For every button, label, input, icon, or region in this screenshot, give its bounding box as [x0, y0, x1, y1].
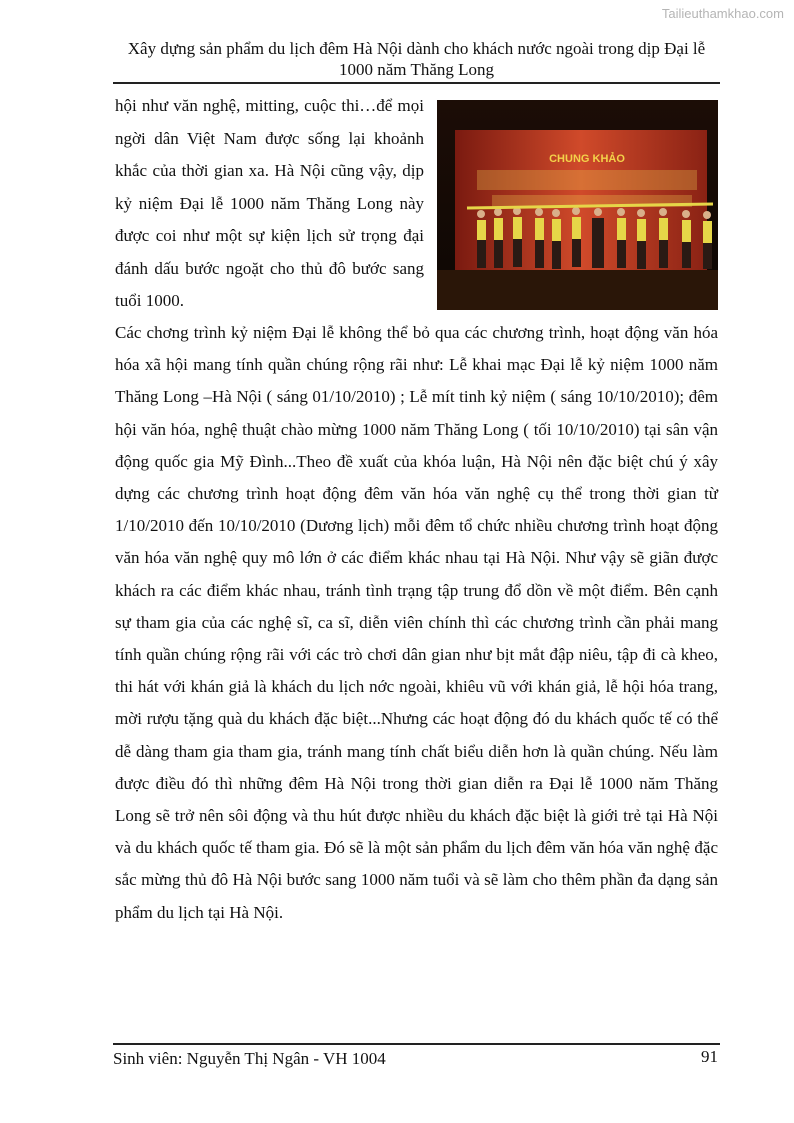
stage-photo [437, 100, 718, 310]
page-number: 91 [701, 1047, 718, 1066]
stage-photo-image [437, 100, 718, 310]
body-text: Các chơng trình kỷ niệm Đại lễ không thể bỏ qua các chương trình, hoạt động văn hóa hóa xã hội mang tính quần chúng rộng rãi như: Lễ khai mạc Đại lễ kỷ niệm 1000 năm Thăng Long –Hà Nội ( sáng 01/10/2010) ; Lễ mít tinh kỷ niệm ( sáng 10/10/2010); đêm hội văn hóa, nghệ thuật chào mừng 1000 năm Thăng Long ( tối 10/10/2010) tại sân vận động quốc gia Mỹ Đình...Theo đề xuất của khóa luận, Hà Nội nên đặc biệt chú ý xây dựng các chương trình hoạt động đêm văn hóa văn nghệ cụ thể trong thời gian từ 1/10/2010 đến 10/10/2010 (Dương lịch) mỗi đêm tổ chức nhiều chương trình hoạt động văn hóa văn nghệ quy mô lớn ở các điểm khác nhau tại Hà Nội. Như vậy sẽ giãn được khách ra các điểm khác nhau, tránh tình trạng tập trung đổ dồn về một điểm. Bên cạnh sự tham gia của các nghệ sĩ, ca sĩ, diễn viên chính thì các chương trình cần phải mang tính quần chúng rộng rãi với các trò chơi dân gian như bịt mắt đập niêu, tập đi cà kheo, thi hát với khán giả là khách du lịch nớc ngoài, khiêu vũ với khán giả, lễ hội hóa trang, mời rượu tặng quà du khách đặc biệt...Nhưng các hoạt động đó du khách quốc tế có thể dễ dàng tham gia tham gia, tránh mang tính chất biểu diễn hơn là quần chúng. Nếu làm được điều đó thì những đêm Hà Nội trong thời gian diễn ra Đại lễ 1000 năm Thăng Long sẽ trở nên sôi động và thu hút được nhiều du khách đặc biệt là giới trẻ tại Hà Nội và du khách quốc tế tham gia. Đó sẽ là một sản phẩm du lịch đêm văn hóa văn nghệ đặc sắc mừng thủ đô Hà Nội bước sang 1000 năm tuổi và sẽ làm cho thêm phần đa dạng sản phẩm du lịch tại Hà Nội. [115, 323, 718, 922]
body-text-wrapped: hội như văn nghệ, mitting, cuộc thi…để mọi ngời dân Việt Nam được sống lại khoảnh khắc của thời gian xa. Hà Nội cũng vậy, dịp kỷ niệm Đại lễ 1000 năm Thăng Long này được coi như một sự kiện lịch sử trọng đại đánh dấu bước ngoặt cho thủ đô bước sang tuổi 1000. [115, 96, 424, 310]
watermark: Tailieuthamkhao.com [661, 6, 784, 21]
header-title: Xây dựng sản phẩm du lịch đêm Hà Nội dành cho khách nước ngoài trong dịp Đại lễ 1000 năm Thăng Long [127, 39, 706, 79]
footer-student: Sinh viên: Nguyễn Thị Ngân - VH 1004 [113, 1049, 386, 1068]
page-footer [113, 1043, 720, 1070]
stage-floor [437, 270, 718, 310]
page-header [113, 38, 720, 84]
banner-text: CHUNG KHẢO [549, 153, 625, 165]
